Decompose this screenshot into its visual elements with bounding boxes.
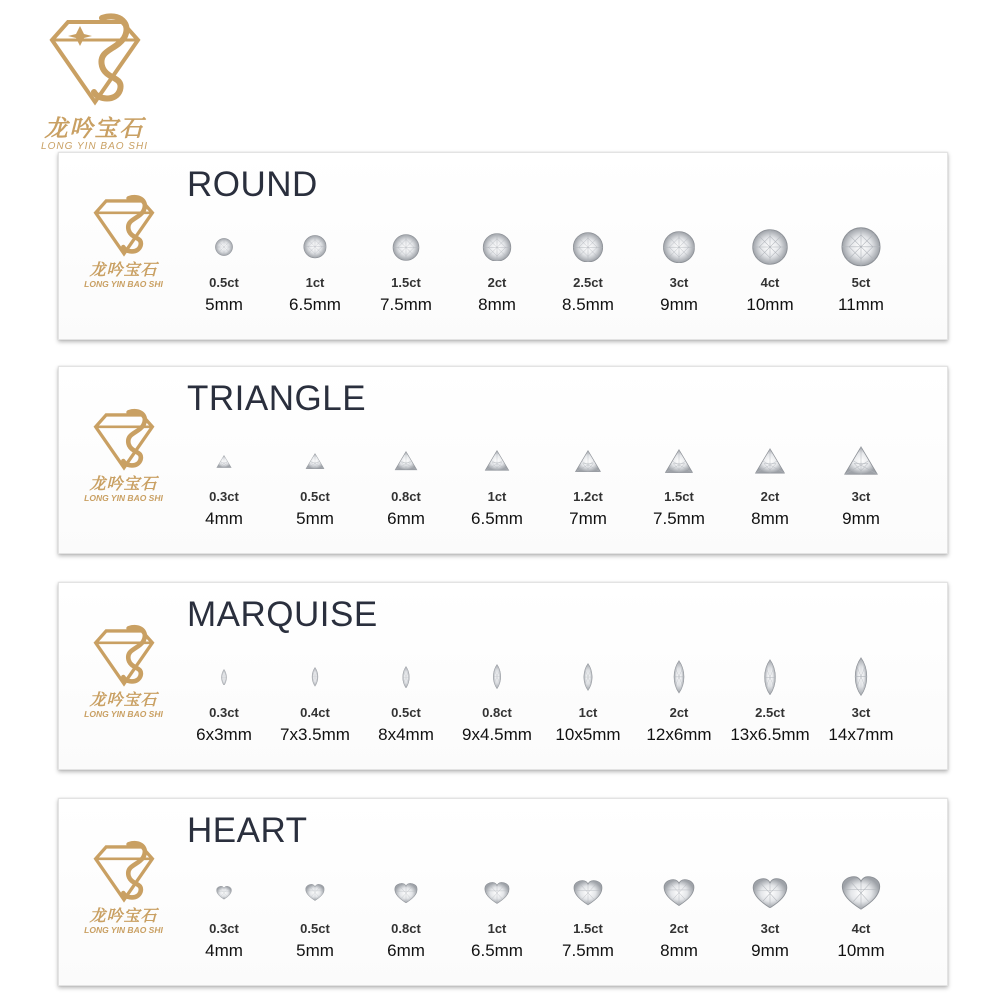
size-label: 11mm <box>838 295 884 314</box>
marquise-gem-icon <box>671 660 688 699</box>
marquise-gem-icon <box>851 657 871 701</box>
triangle-gem-icon <box>216 455 231 473</box>
size-label: 7mm <box>569 509 607 528</box>
round-gem-icon <box>303 235 326 263</box>
stone-row <box>184 205 924 325</box>
round-gem-icon <box>841 227 881 272</box>
size-label: 6.5mm <box>471 509 523 528</box>
card-logo <box>71 193 176 303</box>
stone-row <box>184 851 924 971</box>
size-label: 9mm <box>842 509 880 528</box>
size-label: 10mm <box>746 295 794 314</box>
marquise-gem-icon <box>581 663 595 696</box>
shape-title: ROUND <box>187 165 318 204</box>
carat-label: 0.3ct <box>209 489 239 504</box>
triangle-gem-icon <box>844 446 878 480</box>
size-label: 5mm <box>205 295 243 314</box>
marquise-gem-icon <box>310 667 320 692</box>
round-gem-icon <box>215 238 233 261</box>
card-logo-cn: 龙吟宝石 <box>89 260 158 279</box>
heart-gem-icon <box>305 884 324 906</box>
heart-card <box>58 798 948 986</box>
size-label: 8x4mm <box>378 725 434 744</box>
carat-label: 2ct <box>669 921 689 936</box>
shape-title: TRIANGLE <box>187 379 367 418</box>
round-gem-icon <box>393 234 420 266</box>
carat-label: 0.4ct <box>300 705 330 720</box>
carat-label: 1ct <box>305 275 325 290</box>
triangle-gem-icon <box>575 450 601 478</box>
size-label: 6.5mm <box>289 295 341 314</box>
size-label: 9mm <box>660 295 698 314</box>
size-label: 14x7mm <box>828 725 894 744</box>
marquise-card <box>58 582 948 770</box>
size-label: 7.5mm <box>562 941 614 960</box>
marquise-gem-icon <box>400 666 411 693</box>
card-logo-cn: 龙吟宝石 <box>89 690 158 709</box>
size-label: 8mm <box>478 295 516 314</box>
shape-title: MARQUISE <box>187 595 378 634</box>
carat-label: 2ct <box>487 275 507 290</box>
heart-gem-icon <box>663 879 694 911</box>
dragon-diamond-logo-icon <box>84 623 164 689</box>
heart-gem-icon <box>842 876 881 915</box>
marquise-gem-icon <box>491 664 504 694</box>
heart-gem-icon <box>484 882 509 909</box>
carat-label: 0.8ct <box>391 489 421 504</box>
size-label: 6.5mm <box>471 941 523 960</box>
carat-label: 0.3ct <box>209 921 239 936</box>
carat-label: 3ct <box>760 921 780 936</box>
size-label: 10x5mm <box>555 725 621 744</box>
carat-label: 3ct <box>851 489 871 504</box>
brand-name-cn: 龙吟宝石 <box>44 115 145 142</box>
dragon-diamond-logo-icon <box>84 839 164 905</box>
dragon-diamond-logo-icon <box>84 193 164 259</box>
carat-label: 3ct <box>851 705 871 720</box>
round-card <box>58 152 948 340</box>
card-logo-en: LONG YIN BAO SHI <box>84 279 163 289</box>
card-logo-en: LONG YIN BAO SHI <box>84 925 163 935</box>
marquise-gem-icon <box>220 669 228 691</box>
dragon-diamond-logo-icon <box>84 407 164 473</box>
triangle-gem-icon <box>395 451 418 475</box>
size-label: 9x4.5mm <box>462 725 532 744</box>
round-gem-icon <box>483 233 512 267</box>
size-label: 5mm <box>296 941 334 960</box>
triangle-gem-icon <box>306 453 325 474</box>
card-logo <box>71 407 176 517</box>
round-gem-icon <box>663 231 695 268</box>
dragon-diamond-logo-icon <box>40 10 150 110</box>
triangle-card <box>58 366 948 554</box>
heart-gem-icon <box>394 883 417 909</box>
shape-title: HEART <box>187 811 308 850</box>
stone-row <box>184 635 924 755</box>
card-logo <box>71 839 176 949</box>
size-label: 4mm <box>205 509 243 528</box>
carat-label: 2.5ct <box>573 275 603 290</box>
round-gem-icon <box>573 232 604 268</box>
carat-label: 0.5ct <box>391 705 421 720</box>
carat-label: 2ct <box>669 705 689 720</box>
heart-gem-icon <box>216 886 232 905</box>
card-logo-cn: 龙吟宝石 <box>89 906 158 925</box>
carat-label: 0.8ct <box>482 705 512 720</box>
marquise-gem-icon <box>761 659 779 701</box>
size-label: 8.5mm <box>562 295 614 314</box>
size-label: 6x3mm <box>196 725 252 744</box>
triangle-gem-icon <box>755 448 785 479</box>
triangle-gem-icon <box>665 449 693 478</box>
heart-gem-icon <box>753 878 788 914</box>
brand-name-en: LONG YIN BAO SHI <box>41 141 148 152</box>
size-label: 13x6.5mm <box>730 725 810 744</box>
carat-label: 2ct <box>760 489 780 504</box>
size-label: 7.5mm <box>653 509 705 528</box>
card-logo-cn: 龙吟宝石 <box>89 474 158 493</box>
size-label: 10mm <box>837 941 885 960</box>
carat-label: 1.5ct <box>391 275 421 290</box>
triangle-gem-icon <box>485 450 510 476</box>
carat-label: 0.5ct <box>300 921 330 936</box>
carat-label: 4ct <box>851 921 871 936</box>
carat-label: 1.5ct <box>664 489 694 504</box>
carat-label: 2.5ct <box>755 705 785 720</box>
carat-label: 1.2ct <box>573 489 603 504</box>
card-logo-en: LONG YIN BAO SHI <box>84 709 163 719</box>
carat-label: 0.8ct <box>391 921 421 936</box>
stone-row <box>184 419 924 539</box>
carat-label: 1ct <box>578 705 598 720</box>
size-label: 7x3.5mm <box>280 725 350 744</box>
carat-label: 5ct <box>851 275 871 290</box>
size-label: 9mm <box>751 941 789 960</box>
carat-label: 1ct <box>487 489 507 504</box>
card-logo-en: LONG YIN BAO SHI <box>84 493 163 503</box>
carat-label: 3ct <box>669 275 689 290</box>
heart-gem-icon <box>573 880 602 911</box>
carat-label: 1.5ct <box>573 921 603 936</box>
size-label: 8mm <box>660 941 698 960</box>
card-logo <box>71 623 176 733</box>
size-label: 8mm <box>751 509 789 528</box>
carat-label: 0.3ct <box>209 705 239 720</box>
size-label: 6mm <box>387 941 425 960</box>
carat-label: 1ct <box>487 921 507 936</box>
brand-logo <box>22 10 167 150</box>
carat-label: 4ct <box>760 275 780 290</box>
size-label: 12x6mm <box>646 725 712 744</box>
size-label: 7.5mm <box>380 295 432 314</box>
size-label: 4mm <box>205 941 243 960</box>
round-gem-icon <box>752 229 788 270</box>
size-label: 5mm <box>296 509 334 528</box>
carat-label: 0.5ct <box>300 489 330 504</box>
size-label: 6mm <box>387 509 425 528</box>
carat-label: 0.5ct <box>209 275 239 290</box>
